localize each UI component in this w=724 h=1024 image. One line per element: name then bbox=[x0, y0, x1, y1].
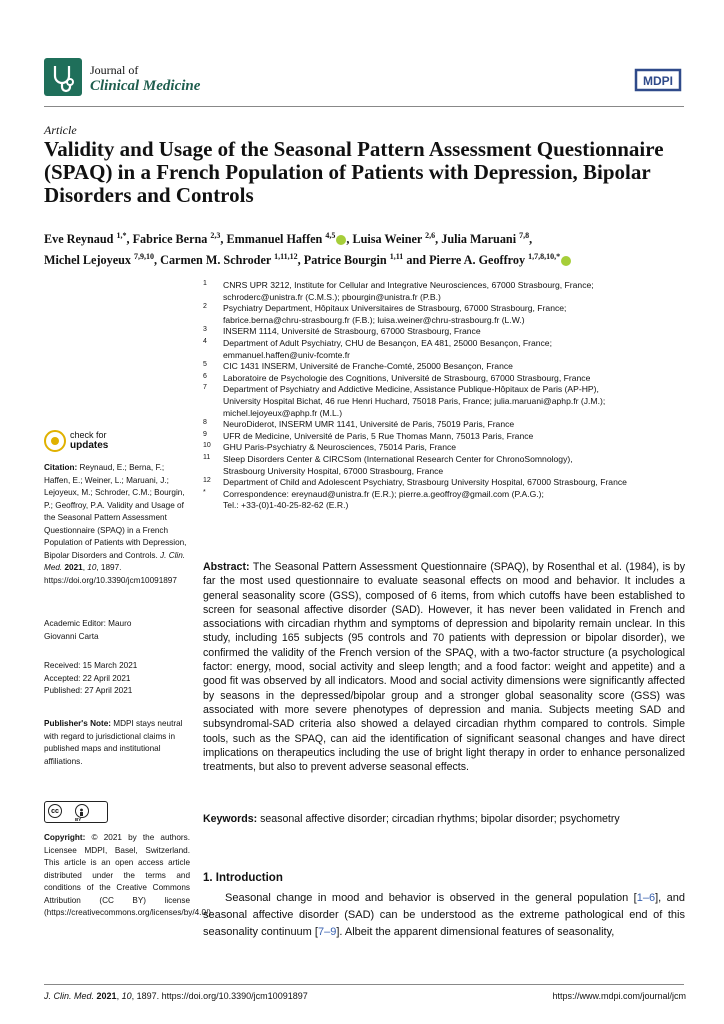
by-label: BY bbox=[75, 817, 82, 822]
author-separator: , bbox=[154, 253, 161, 268]
affiliation-line: Department of Adult Psychiatry, CHU de Besançon, EA 481, 25000 Besançon, France; bbox=[223, 337, 552, 348]
affiliation-number: 1 bbox=[203, 280, 207, 287]
affiliation-list bbox=[203, 280, 689, 512]
affiliation-item bbox=[203, 431, 689, 443]
affiliation-line: emmanuel.haffen@univ-fcomte.fr bbox=[223, 349, 351, 360]
affiliation-line: Correspondence: ereynaud@unistra.fr (E.R.); pierre.a.geoffroy@gmail.com (P.A.G.); bbox=[223, 488, 544, 499]
affiliation-line: University Hospital Bichat, 46 rue Henri Huchard, 75018 Paris, France; julia.maruani@aphp.fr (J.M.); bbox=[223, 395, 606, 406]
orcid-icon[interactable] bbox=[561, 256, 571, 266]
author-separator: , bbox=[297, 253, 304, 268]
affiliation-number: 3 bbox=[203, 326, 207, 334]
citation-doi-link[interactable]: https://doi.org/10.3390/jcm10091897 bbox=[44, 575, 177, 585]
intro-text-1: Seasonal change in mood and behavior is observed in the general population [ bbox=[225, 892, 637, 904]
check-for-updates-badge[interactable] bbox=[44, 428, 164, 456]
author-affiliation-marker: 7,8 bbox=[519, 231, 530, 240]
published-date: Published: 27 April 2021 bbox=[44, 686, 133, 695]
affiliation-number: 8 bbox=[203, 419, 207, 427]
affiliation-number: 2 bbox=[203, 303, 207, 311]
keywords-label: Keywords: bbox=[203, 813, 258, 825]
author-affiliation-marker: 1,7,8,10,* bbox=[528, 252, 561, 262]
affiliation-line: UFR de Medicine, Université de Paris, 5 Rue Thomas Mann, 75013 Paris, France bbox=[223, 430, 534, 441]
affiliation-item bbox=[203, 384, 689, 419]
author-name: Emmanuel Haffen bbox=[226, 232, 323, 247]
reference-link[interactable]: 1–6 bbox=[636, 892, 656, 904]
affiliation-line: michel.lejoyeux@aphp.fr (M.L.) bbox=[223, 407, 343, 418]
author-name: Luisa Weiner bbox=[352, 232, 423, 247]
author-separator: and bbox=[403, 253, 430, 268]
affiliation-item bbox=[203, 373, 689, 385]
header-divider bbox=[44, 106, 684, 107]
footer-volume: 10 bbox=[121, 991, 132, 1001]
mdpi-logo bbox=[632, 66, 684, 94]
author-affiliation-marker: 7,9,10 bbox=[134, 252, 155, 262]
affiliation-item bbox=[203, 280, 689, 303]
keywords bbox=[203, 812, 685, 826]
affiliation-line: fabrice.berna@chru-strasbourg.fr (F.B.); luisa.weiner@chru-strasbourg.fr (L.W.) bbox=[223, 314, 525, 325]
footer-year: 2021 bbox=[96, 991, 117, 1001]
orcid-icon[interactable] bbox=[336, 235, 346, 245]
affiliation-item bbox=[203, 477, 689, 489]
copyright-text: © 2021 by the authors. Licensee MDPI, Basel, Switzerland. This article is an open access article distributed under the terms and conditions of the Creative Commons Attribution (CC BY) license (https://creativecommons.org/licenses/by/4.0/). bbox=[44, 833, 214, 917]
accepted-date: Accepted: 22 April 2021 bbox=[44, 673, 131, 683]
affiliation-line: GHU Paris-Psychiatry & Neurosciences, 75014 Paris, France bbox=[223, 442, 457, 453]
author-separator: , bbox=[126, 232, 133, 247]
article-title: Validity and Usage of the Seasonal Pattern Assessment Questionnaire (SPAQ) in a French Population of Patients with Depression, Bipolar Disorders and Controls bbox=[44, 137, 664, 207]
footer-divider bbox=[44, 984, 684, 985]
journal-of-text: Journal of bbox=[90, 63, 139, 77]
affiliation-number: 12 bbox=[203, 477, 211, 485]
journal-title: Clinical Medicine bbox=[90, 78, 201, 94]
keywords-text: seasonal affective disorder; circadian rhythms; bipolar disorder; psychometry bbox=[257, 813, 620, 825]
author-separator: , bbox=[220, 232, 227, 247]
affiliation-line: CNRS UPR 3212, Institute for Cellular and Integrative Neurosciences, 67000 Strasbourg, France; bbox=[223, 280, 594, 290]
affiliation-line: Department of Child and Adolescent Psychiatry, Strasbourg University Hospital, 67000 Strasbourg, France bbox=[223, 477, 627, 488]
affiliation-line: NeuroDiderot, INSERM UMR 1141, Université de Paris, 75019 Paris, France bbox=[223, 419, 515, 430]
affiliation-item bbox=[203, 419, 689, 431]
footer-doi[interactable]: , 1897. https://doi.org/10.3390/jcm10091897 bbox=[131, 991, 308, 1001]
attribution-icon bbox=[75, 804, 89, 818]
affiliation-item bbox=[203, 326, 689, 338]
citation-year: 2021 bbox=[64, 563, 83, 572]
citation-block: Citation: Reynaud, E.; Berna, F.; Haffen, E.; Weiner, L.; Maruani, J.; Lejoyeux, M.; Schroder, C.M.; Bourgin, P.; Geoffroy, P.A. Validity and Usage of the Seasonal Pattern Assessment Questionnaire (SPAQ) in a French Population of Patients with Depression, Bipolar Disorders and Controls. J. Clin. Med. 2021, 10, 1897. https://doi.org/10.3390/jcm10091897 bbox=[44, 463, 187, 585]
abstract bbox=[203, 560, 685, 774]
journal-logo bbox=[44, 58, 82, 96]
publication-dates bbox=[44, 660, 190, 698]
affiliation-number: 6 bbox=[203, 372, 207, 380]
affiliation-item bbox=[203, 361, 689, 373]
mdpi-logo-text: MDPI bbox=[643, 74, 673, 88]
editor-label: Academic Editor: Mauro bbox=[44, 619, 132, 628]
author-affiliation-marker: 2,6 bbox=[425, 231, 436, 240]
affiliation-number: 4 bbox=[203, 337, 207, 345]
publisher-note-label: Publisher's Note: bbox=[44, 719, 112, 728]
article-type: Article bbox=[44, 123, 77, 137]
affiliation-line: Department of Psychiatry and Addictive Medicine, Assistance Publique-Hôpitaux de Paris (AP-HP), bbox=[223, 384, 599, 395]
editor-name: Giovanni Carta bbox=[44, 631, 99, 641]
copyright-notice bbox=[44, 832, 214, 920]
citation-pages: , 1897. bbox=[96, 563, 122, 572]
copyright-label: Copyright: bbox=[44, 833, 86, 842]
affiliation-item bbox=[203, 442, 689, 454]
author-name: Eve Reynaud bbox=[44, 232, 114, 247]
affiliation-line: CIC 1431 INSERM, Université de Franche-Comté, 25000 Besançon, France bbox=[223, 361, 513, 372]
author-separator: , bbox=[346, 232, 353, 247]
affiliation-line: Laboratoire de Psychologie des Cognitions, Université de Strasbourg, 67000 Strasbourg, France bbox=[223, 372, 591, 383]
creative-commons-icon: cc bbox=[48, 804, 62, 818]
abstract-text: The Seasonal Pattern Assessment Questionnaire (SPAQ), by Rosenthal et al. (1984), is by far the most used questionnaire to evaluate seasonal effects on mood and behavior. It includes a general seasonality score (GSS), composed of 6 items, from which cutoffs have been established to screen for seasonal affective disorder (SAD). However, it has never been validated in French and associations with circadian rhythm and symptoms of depression and bipolarity remain unclear. In this study, including 165 subjects (95 controls and 70 patients with depression or bipolar disorder), we confirmed the validity of the French version of the SPAQ, with a two-factor structure (a psychological factor: energy, mood, social activity and sleep length; and a food factor: weight and appetite) and a good fit was observed by all indicators. Mood and social activity dimensions were significantly affected by seasons in the depressed/bipolar group and a stronger global seasonality score (GSS) was associated with more severe phenotypes of depression and mania. Subjects meeting SAD and subsyndromal-SAD criteria also showed a delayed circadian rhythm compared to controls. Simple tools, such as the SPAQ, can aid the identification of significant seasonal changes and have direct implications on therapeutics including the use of bright light therapy in order to enhance personalized treatments, but also to prevent adverse seasonal effects. bbox=[203, 561, 685, 774]
author-list bbox=[44, 227, 694, 269]
affiliation-number: 5 bbox=[203, 361, 207, 369]
footer-journal-url[interactable]: https://www.mdpi.com/journal/jcm bbox=[552, 991, 686, 1001]
affiliation-number: 10 bbox=[203, 442, 211, 450]
author-name: Patrice Bourgin bbox=[303, 253, 387, 268]
updates-badge-line2: updates bbox=[70, 440, 109, 451]
affiliation-line: schroderc@unistra.fr (C.M.S.); pbourgin@unistra.fr (P.B.) bbox=[223, 291, 441, 302]
abstract-label: Abstract: bbox=[203, 561, 250, 573]
cc-by-license-badge[interactable] bbox=[44, 801, 108, 823]
affiliation-number: * bbox=[203, 488, 206, 496]
received-date: Received: 15 March 2021 bbox=[44, 661, 138, 670]
author-name: Michel Lejoyeux bbox=[44, 253, 131, 268]
academic-editor bbox=[44, 618, 190, 643]
footer-journal: J. Clin. Med. bbox=[44, 991, 95, 1001]
reference-link[interactable]: 7–9 bbox=[317, 926, 337, 938]
author-affiliation-marker: 1,11,12 bbox=[274, 252, 298, 262]
publisher-note-text: MDPI stays neutral with regard to jurisdictional claims in published maps and institutional affiliations. bbox=[44, 719, 183, 766]
affiliation-number: 9 bbox=[203, 430, 207, 438]
citation-label: Citation: bbox=[44, 463, 78, 472]
affiliation-line: Sleep Disorders Center & CIRCSom (International Research Center for ChronoSomnology), bbox=[223, 453, 573, 464]
author-affiliation-marker: 1,11 bbox=[389, 252, 404, 262]
author-separator: , bbox=[529, 232, 533, 247]
author-name: Fabrice Berna bbox=[132, 232, 208, 247]
author-affiliation-marker: 2,3 bbox=[210, 231, 221, 240]
affiliation-item bbox=[203, 489, 689, 512]
intro-text-3: ]. Albeit the apparent dimensional features of seasonality, bbox=[336, 926, 615, 938]
affiliation-item bbox=[203, 454, 689, 477]
stethoscope-icon bbox=[44, 58, 82, 96]
affiliation-line: Strasbourg University Hospital, 67000 Strasbourg, France bbox=[223, 465, 444, 476]
section-heading: 1. Introduction bbox=[203, 872, 283, 884]
updates-badge-line1: check for bbox=[70, 430, 107, 440]
author-affiliation-marker: 4,5 bbox=[325, 231, 336, 240]
author-separator: , bbox=[435, 232, 442, 247]
citation-journal: J. Clin. Med. bbox=[44, 550, 186, 572]
affiliation-item bbox=[203, 338, 689, 361]
affiliation-line: Tel.: +33-(0)1-40-25-82-62 (E.R.) bbox=[223, 500, 349, 511]
author-name: Carmen M. Schroder bbox=[160, 253, 272, 268]
author-name: Julia Maruani bbox=[441, 232, 517, 247]
affiliation-number: 11 bbox=[203, 453, 211, 461]
affiliation-line: INSERM 1114, Université de Strasbourg, 67000 Strasbourg, France bbox=[223, 326, 481, 337]
author-name: Pierre A. Geoffroy bbox=[429, 253, 526, 268]
affiliation-item bbox=[203, 303, 689, 326]
check-updates-icon bbox=[44, 430, 66, 452]
intro-text-2: ], and seasonal affective disorder (SAD) can be understood as the extreme pathological end of this seasonality continuum [ bbox=[203, 892, 685, 938]
footer-citation: J. Clin. Med. 2021, 10, 1897. https://doi.org/10.3390/jcm10091897 bbox=[44, 991, 308, 1001]
affiliation-line: Psychiatry Department, Hôpitaux Universitaires de Strasbourg, 67000 Strasbourg, France; bbox=[223, 303, 567, 314]
publisher-note bbox=[44, 718, 190, 768]
journal-name bbox=[90, 62, 200, 94]
citation-volume: 10 bbox=[87, 563, 97, 572]
citation-text: Reynaud, E.; Berna, F.; Haffen, E.; Weiner, L.; Maruani, J.; Lejoyeux, M.; Schroder, C.M.; Bourgin, P.; Geoffroy, P.A. Validity and Usage of the Seasonal Pattern Assessment Questionnaire (SPAQ) in a French Population of Patients with Depression, Bipolar Disorders and Controls. bbox=[44, 463, 187, 560]
author-affiliation-marker: 1,* bbox=[116, 231, 127, 240]
affiliation-number: 7 bbox=[203, 384, 207, 392]
introduction-paragraph bbox=[203, 890, 685, 941]
